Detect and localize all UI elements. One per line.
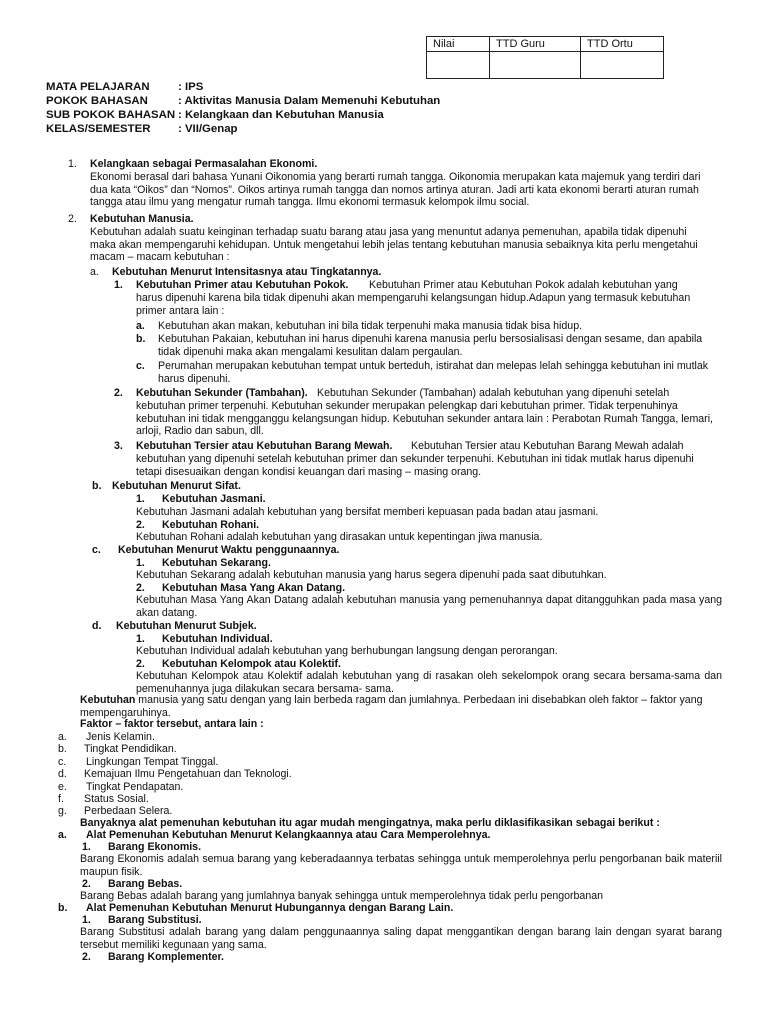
kelas-label: KELAS/SEMESTER: [46, 123, 151, 135]
alat-a2-text: Barang Bebas adalah barang yang jumlahnya banyak sehingga untuk memperolehnya tidak perlu pengorbanan: [80, 890, 603, 902]
alat-b1-title: Barang Substitusi.: [108, 914, 202, 926]
faktor-b-letter: b.: [58, 743, 67, 755]
grade-table: [426, 36, 664, 79]
ttd-ortu-header: TTD Ortu: [581, 37, 664, 52]
nilai-header: Nilai: [427, 37, 490, 52]
alat-b2-number: 2.: [82, 951, 91, 963]
list-d2-number: 2.: [136, 658, 145, 670]
alat-b1-number: 1.: [82, 914, 91, 926]
list-c-letter: c.: [92, 544, 101, 556]
alat-a-title: Alat Pemenuhan Kebutuhan Menurut Kelangkaannya atau Cara Memperolehnya.: [86, 829, 491, 841]
list-d1-title: Kebutuhan Individual.: [162, 633, 273, 645]
alat-a1-text: Barang Ekonomis adalah semua barang yang keberadaannya terbatas sehingga untuk memperolehnya perlu pengorbanan baik materiil maupun fisik.: [80, 853, 722, 878]
list-b2-number: 2.: [136, 519, 145, 531]
faktor-title: Faktor – faktor tersebut, antara lain :: [80, 718, 264, 730]
alat-a-letter: a.: [58, 829, 67, 841]
faktor-c: Lingkungan Tempat Tinggal.: [86, 756, 219, 768]
alat-a2-number: 2.: [82, 878, 91, 890]
faktor-a: Jenis Kelamin.: [86, 731, 155, 743]
list-a1c-text: Perumahan merupakan kebutuhan tempat untuk berteduh, istirahat dan melepas lelah sehingga kebutuhan ini mutlak harus dipenuhi.: [158, 360, 709, 385]
list-c1-title: Kebutuhan Sekarang.: [162, 557, 271, 569]
faktor-b: Tingkat Pendidikan.: [84, 743, 177, 755]
list-a3-text: kebutuhan yang dipenuhi setelah kebutuhan primer dan sekunder terpenuhi. Kebutuhan ini tidak mutlak harus dipenuhi tetapi disesuaikan dengan kondisi keuangan dari masing – masing orang.: [136, 453, 694, 478]
kebutuhan-text: manusia yang satu dengan yang lain berbeda ragam dan jumlahnya. Perbedaan ini disebabkan oleh faktor – faktor yang mempengaruhinya.: [80, 694, 703, 719]
kelas-value: : VII/Genap: [178, 123, 238, 135]
sub-value: : Kelangkaan dan Kebutuhan Manusia: [178, 109, 384, 121]
list-a2-text: kebutuhan primer terpenuhi. Kebutuhan sekunder merupakan pelengkap dari kebutuhan primer. Tidak terpenuhinya kebutuhan ini tidak mengganggu kelangsungan hidup. Kebutuhan sekunder antara lain : Perabotan Rumah Tangga, lemari, arloji, Radio dan sabun, dll.: [136, 400, 713, 438]
list-c2-title: Kebutuhan Masa Yang Akan Datang.: [162, 582, 346, 594]
sub-label: SUB POKOK BAHASAN: [46, 109, 176, 121]
section-2-number: 2.: [68, 213, 77, 225]
faktor-d-letter: d.: [58, 768, 67, 780]
ttd-guru-header: TTD Guru: [490, 37, 581, 52]
alat-b-letter: b.: [58, 902, 68, 914]
faktor-c-letter: c.: [58, 756, 67, 768]
faktor-a-letter: a.: [58, 731, 67, 743]
faktor-d: Kemajuan Ilmu Pengetahuan dan Teknologi.: [84, 768, 292, 780]
list-d-title: Kebutuhan Menurut Subjek.: [116, 620, 257, 632]
list-a1-text-first: Kebutuhan Primer atau Kebutuhan Pokok adalah kebutuhan yang: [369, 279, 678, 291]
list-d1-number: 1.: [136, 633, 145, 645]
alat-b1-text: Barang Substitusi adalah barang yang dalam penggunaannya saling dapat menggantikan dengan barang lain dengan syarat barang tersebut memiliki kegunaan yang sama.: [80, 926, 722, 951]
section-1-paragraph: Ekonomi berasal dari bahasa Yunani Oikonomia yang berarti rumah tangga. Oikonomia merupakan kata majemuk yang terdiri dari dua kata “Oikos” dan “Nomos”. Oikos artinya rumah tangga dan nomos artinya aturan. Jadi arti kata ekonomi berarti aturan rumah tangga atau ilmu yang mengatur rumah tangga. Ilmu ekonomi termasuk kelompok ilmu social.: [90, 171, 701, 209]
list-a1a-letter: a.: [136, 320, 145, 332]
list-a-letter: a.: [90, 266, 99, 278]
list-b1-number: 1.: [136, 493, 145, 505]
alat-a2-title: Barang Bebas.: [108, 878, 183, 890]
list-a3-title: Kebutuhan Tersier atau Kebutuhan Barang Mewah.: [136, 440, 393, 452]
faktor-f: Status Sosial.: [84, 793, 149, 805]
list-a1-number: 1.: [114, 279, 123, 291]
faktor-e-letter: e.: [58, 781, 67, 793]
list-c2-number: 2.: [136, 582, 145, 594]
section-1-title: Kelangkaan sebagai Permasalahan Ekonomi.: [90, 158, 318, 170]
list-b1-title: Kebutuhan Jasmani.: [162, 493, 266, 505]
kebutuhan-paragraph: [80, 694, 722, 719]
list-d2-text: Kebutuhan Kelompok atau Kolektif adalah kebutuhan yang di rasakan oleh sekelompok orang secara bersama-sama dan pemenuhannya juga dilakukan secara bersama- sama.: [136, 670, 722, 695]
faktor-f-letter: f.: [58, 793, 64, 805]
ttd-guru-cell: [490, 52, 581, 79]
list-b1-text: Kebutuhan Jasmani adalah kebutuhan yang bersifat memberi kepuasan pada badan atau jasmani.: [136, 506, 599, 518]
list-c2-text: Kebutuhan Masa Yang Akan Datang adalah kebutuhan manusia yang pemenuhannya dapat ditangguhkan pada masa yang akan datang.: [136, 594, 722, 619]
list-b2-text: Kebutuhan Rohani adalah kebutuhan yang dirasakan untuk kepentingan jiwa manusia.: [136, 531, 543, 543]
list-a1b-text: Kebutuhan Pakaian, kebutuhan ini harus dipenuhi karena manusia perlu bersosialisasi dengan sesame, dan apabila tidak dipenuhi maka akan mengalami kesulitan dalam pergaulan.: [158, 333, 703, 358]
list-b-title: Kebutuhan Menurut Sifat.: [112, 480, 241, 492]
list-a2-number: 2.: [114, 387, 123, 399]
section-2-paragraph: Kebutuhan adalah suatu keinginan terhadap suatu barang atau jasa yang menuntut adanya pemenuhan, apabila tidak dipenuhi maka akan mempengaruhi kehidupan. Untuk mengetahui lebih jelas tentang kebutuhan manusia sebaiknya kita perlu mengetahui macam – macam kebutuhan :: [90, 226, 698, 264]
list-d2-title: Kebutuhan Kelompok atau Kolektif.: [162, 658, 341, 670]
section-1-number: 1.: [68, 158, 77, 170]
list-a-title: Kebutuhan Menurut Intensitasnya atau Tingkatannya.: [112, 266, 382, 278]
faktor-g: Perbedaan Selera.: [84, 805, 173, 817]
mapel-label: MATA PELAJARAN: [46, 81, 150, 93]
section-2-title: Kebutuhan Manusia.: [90, 213, 194, 225]
list-a1-title: Kebutuhan Primer atau Kebutuhan Pokok.: [136, 279, 349, 291]
list-b-letter: b.: [92, 480, 102, 492]
faktor-g-letter: g.: [58, 805, 67, 817]
list-a1c-letter: c.: [136, 360, 145, 372]
kebutuhan-word: Kebutuhan: [80, 694, 136, 706]
banyaknya-title: Banyaknya alat pemenuhan kebutuhan itu agar mudah mengingatnya, maka perlu diklasifikasikan sebagai berikut :: [80, 817, 660, 829]
list-a2-text-first: Kebutuhan Sekunder (Tambahan) adalah kebutuhan yang dipenuhi setelah: [317, 387, 670, 399]
mapel-value: : IPS: [178, 81, 204, 93]
list-d-letter: d.: [92, 620, 102, 632]
list-a1a-text: Kebutuhan akan makan, kebutuhan ini bila tidak terpenuhi maka manusia tidak bisa hidup.: [158, 320, 583, 332]
pokok-value: : Aktivitas Manusia Dalam Memenuhi Kebutuhan: [178, 95, 441, 107]
alat-a1-number: 1.: [82, 841, 91, 853]
alat-a1-title: Barang Ekonomis.: [108, 841, 202, 853]
list-b2-title: Kebutuhan Rohani.: [162, 519, 260, 531]
faktor-e: Tingkat Pendapatan.: [86, 781, 184, 793]
nilai-cell: [427, 52, 490, 79]
list-c1-number: 1.: [136, 557, 145, 569]
alat-b-title: Alat Pemenuhan Kebutuhan Menurut Hubungannya dengan Barang Lain.: [86, 902, 454, 914]
list-d1-text: Kebutuhan Individual adalah kebutuhan yang berhubungan langsung dengan perorangan.: [136, 645, 558, 657]
ttd-ortu-cell: [581, 52, 664, 79]
list-c1-text: Kebutuhan Sekarang adalah kebutuhan manusia yang harus segera dipenuhi pada saat dibutuhkan.: [136, 569, 607, 581]
pokok-label: POKOK BAHASAN: [46, 95, 148, 107]
list-a2-title: Kebutuhan Sekunder (Tambahan).: [136, 387, 308, 399]
alat-b2-title: Barang Komplementer.: [108, 951, 224, 963]
list-c-title: Kebutuhan Menurut Waktu penggunaannya.: [118, 544, 340, 556]
list-a3-number: 3.: [114, 440, 123, 452]
list-a3-text-first: Kebutuhan Tersier atau Kebutuhan Barang Mewah adalah: [411, 440, 684, 452]
list-a1b-letter: b.: [136, 333, 146, 345]
list-a1-text: harus dipenuhi karena bila tidak dipenuhi akan mempengaruhi kelangsungan hidup.Adapun yang termasuk kebutuhan primer antara lain :: [136, 292, 691, 317]
